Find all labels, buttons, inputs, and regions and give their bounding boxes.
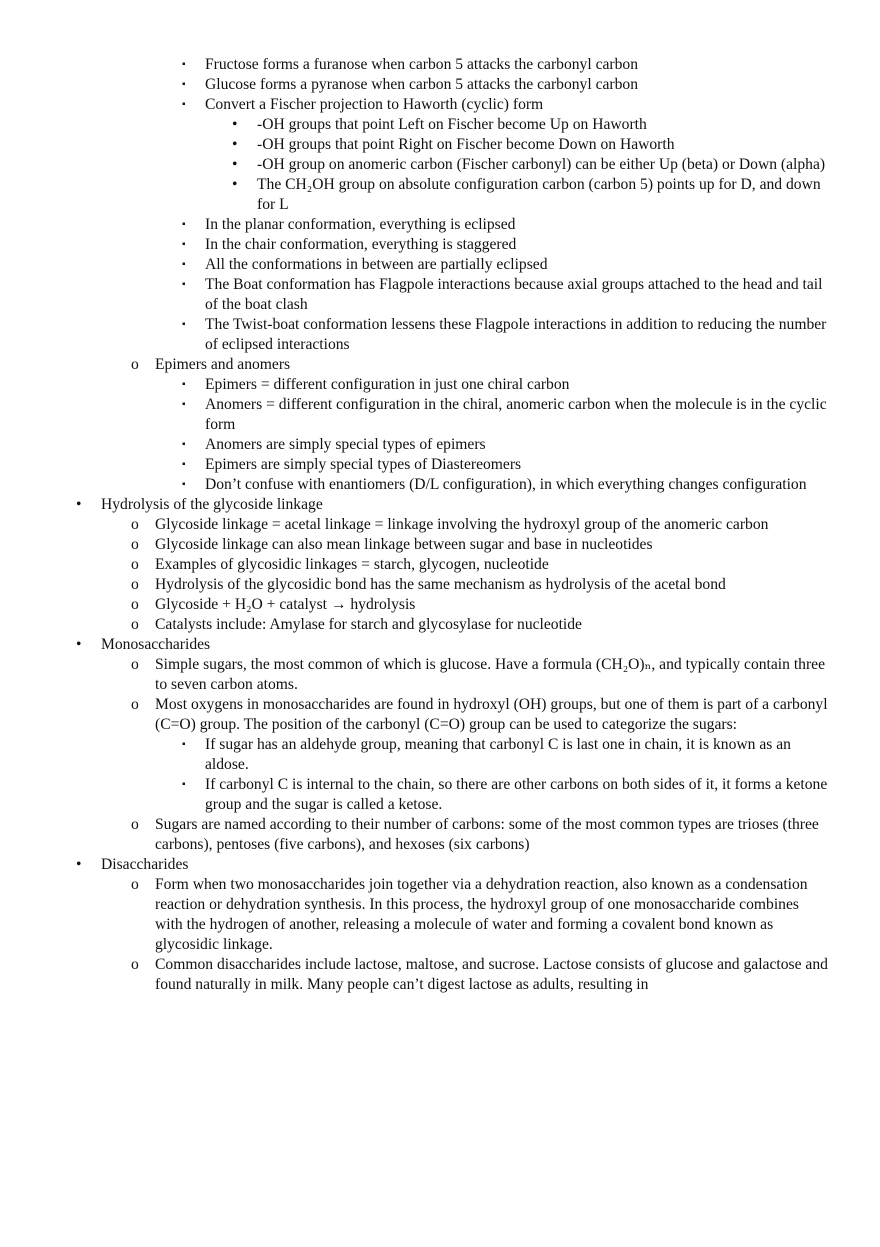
document-page (0, 55, 880, 995)
bullet-marker: o (131, 816, 139, 833)
list-item-text: Epimers and anomers (155, 356, 291, 373)
list-item (0, 855, 880, 875)
list-item-text: Most oxygens in monosaccharides are found in hydroxyl (OH) groups, but one of them is part of a carbonyl (C=O) group. The position of the carbonyl (C=O) group can be used to categorize the sugars: (155, 696, 828, 733)
list-item-text: Common disaccharides include lactose, maltose, and sucrose. Lactose consists of glucose and galactose and found naturally in milk. Many people can’t digest lactose as adults, resulting in (155, 956, 828, 993)
bullet-marker: • (76, 636, 82, 653)
bullet-marker: ▪ (182, 379, 186, 390)
list-item-text: The Twist-boat conformation lessens these Flagpole interactions in addition to reducing the number of eclipsed interactions (205, 316, 827, 353)
bullet-marker: o (131, 656, 139, 673)
list-item-text: Fructose forms a furanose when carbon 5 attacks the carbonyl carbon (205, 56, 639, 73)
list-item-text: Disaccharides (101, 856, 189, 873)
list-item-text: Form when two monosaccharides join together via a dehydration reaction, also known as a condensation reaction or dehydration synthesis. In this process, the hydroxyl group of one monosaccharide combines with the hydrogen of another, releasing a molecule of water and forming a covalent bond known as glycosidic linkage. (155, 876, 808, 953)
list-item-text: Glycoside linkage = acetal linkage = linkage involving the hydroxyl group of the anomeric carbon (155, 516, 769, 533)
list-item (0, 55, 880, 75)
list-item (0, 615, 880, 635)
list-item (0, 175, 880, 215)
list-item (0, 135, 880, 155)
bullet-marker: o (131, 616, 139, 633)
bullet-marker: o (131, 956, 139, 973)
list-item-text: -OH group on anomeric carbon (Fischer carbonyl) can be either Up (beta) or Down (alpha) (257, 156, 826, 173)
list-item (0, 255, 880, 275)
list-item (0, 395, 880, 435)
list-item-text: The Boat conformation has Flagpole interactions because axial groups attached to the head and tail of the boat clash (205, 276, 823, 313)
bullet-marker: o (131, 556, 139, 573)
bullet-marker: o (131, 876, 139, 893)
bullet-marker: ▪ (182, 99, 186, 110)
list-item (0, 75, 880, 95)
list-item (0, 275, 880, 315)
bullet-marker: ▪ (182, 79, 186, 90)
list-item-text: -OH groups that point Right on Fischer become Down on Haworth (257, 136, 675, 153)
list-item (0, 655, 880, 695)
list-item-text: Anomers = different configuration in the chiral, anomeric carbon when the molecule is in the cyclic form (205, 396, 827, 433)
list-item (0, 555, 880, 575)
list-item-text: Glucose forms a pyranose when carbon 5 attacks the carbonyl carbon (205, 76, 639, 93)
list-item (0, 595, 880, 615)
bullet-marker: o (131, 596, 139, 613)
list-item (0, 875, 880, 955)
bullet-marker: o (131, 696, 139, 713)
list-item (0, 635, 880, 655)
bullet-marker: ▪ (182, 279, 186, 290)
bullet-marker: ▪ (182, 259, 186, 270)
list-item (0, 515, 880, 535)
list-item (0, 115, 880, 135)
list-item (0, 535, 880, 555)
list-item (0, 155, 880, 175)
bullet-marker: • (232, 136, 238, 153)
bullet-marker: • (232, 156, 238, 173)
list-item (0, 215, 880, 235)
list-item-text: The CH₂OH group on absolute configuration carbon (carbon 5) points up for D, and down for L (257, 176, 821, 213)
list-item-text: All the conformations in between are partially eclipsed (205, 256, 548, 273)
list-item (0, 735, 880, 775)
list-item (0, 475, 880, 495)
bullet-marker: ▪ (182, 219, 186, 230)
bullet-marker: • (232, 116, 238, 133)
bullet-marker: ▪ (182, 459, 186, 470)
list-item (0, 355, 880, 375)
list-item-text: Epimers are simply special types of Diastereomers (205, 456, 522, 473)
bullet-marker: ▪ (182, 779, 186, 790)
bullet-marker: o (131, 356, 139, 373)
list-item-text: Anomers are simply special types of epimers (205, 436, 486, 453)
list-item (0, 815, 880, 855)
list-item-text: Epimers = different configuration in just one chiral carbon (205, 376, 570, 393)
list-item-text: In the planar conformation, everything is eclipsed (205, 216, 516, 233)
bullet-marker: • (76, 856, 82, 873)
list-item (0, 375, 880, 395)
bullet-marker: ▪ (182, 319, 186, 330)
bullet-marker: ▪ (182, 399, 186, 410)
bullet-marker: o (131, 536, 139, 553)
list-item-text: Sugars are named according to their number of carbons: some of the most common types are trioses (three carbons), pentoses (five carbons), and hexoses (six carbons) (155, 816, 819, 853)
list-item-text: If sugar has an aldehyde group, meaning that carbonyl C is last one in chain, it is known as an aldose. (205, 736, 791, 773)
list-item-text: Simple sugars, the most common of which is glucose. Have a formula (CH₂O)ₙ, and typically contain three to seven carbon atoms. (155, 656, 825, 693)
list-item (0, 695, 880, 735)
list-item-text: Examples of glycosidic linkages = starch, glycogen, nucleotide (155, 556, 549, 573)
list-item-text: If carbonyl C is internal to the chain, so there are other carbons on both sides of it, it forms a ketone group and the sugar is called a ketose. (205, 776, 828, 813)
list-item-text: Glycoside + H₂O + catalyst → hydrolysis (155, 596, 416, 613)
list-item (0, 235, 880, 255)
list-item-text: Convert a Fischer projection to Haworth (cyclic) form (205, 96, 544, 113)
list-item-text: Hydrolysis of the glycosidic bond has the same mechanism as hydrolysis of the acetal bond (155, 576, 726, 593)
list-item (0, 955, 880, 995)
list-item-text: Hydrolysis of the glycoside linkage (101, 496, 323, 513)
bullet-marker: ▪ (182, 439, 186, 450)
list-item-text: -OH groups that point Left on Fischer become Up on Haworth (257, 116, 647, 133)
list-item-text: Monosaccharides (101, 636, 211, 653)
list-item (0, 315, 880, 355)
list-item (0, 435, 880, 455)
bullet-marker: ▪ (182, 59, 186, 70)
bullet-marker: • (76, 496, 82, 513)
list-item-text: Glycoside linkage can also mean linkage between sugar and base in nucleotides (155, 536, 653, 553)
list-item (0, 775, 880, 815)
bullet-marker: • (232, 176, 238, 193)
list-item (0, 455, 880, 475)
bullet-marker: ▪ (182, 739, 186, 750)
bullet-marker: o (131, 576, 139, 593)
list-item-text: Don’t confuse with enantiomers (D/L configuration), in which everything changes configuration (205, 476, 807, 493)
bullet-marker: o (131, 516, 139, 533)
list-item (0, 495, 880, 515)
bullet-marker: ▪ (182, 239, 186, 250)
list-item (0, 575, 880, 595)
list-item (0, 95, 880, 115)
list-item-text: Catalysts include: Amylase for starch and glycosylase for nucleotide (155, 616, 582, 633)
list-item-text: In the chair conformation, everything is staggered (205, 236, 517, 253)
bullet-marker: ▪ (182, 479, 186, 490)
